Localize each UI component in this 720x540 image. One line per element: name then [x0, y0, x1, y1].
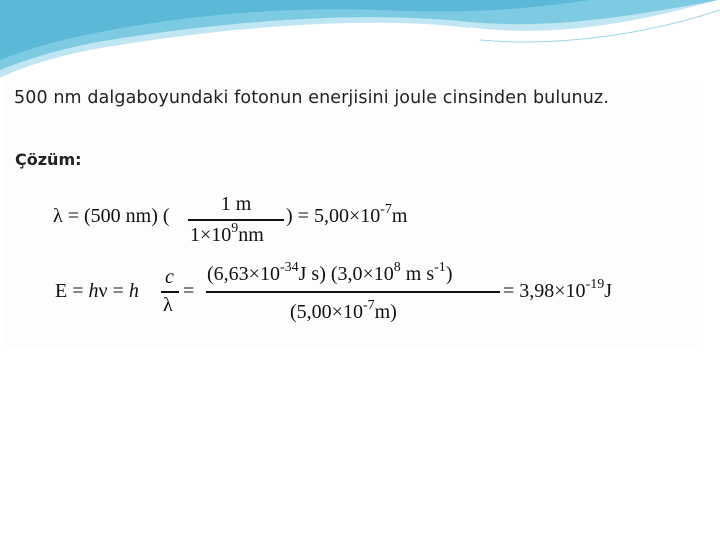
eq2-lhs: E = hν = h — [55, 280, 139, 302]
header-wave-decoration — [0, 0, 720, 90]
question-text: 500 nm dalgaboyundaki fotonun enerjisini joule cinsinden bulunuz. — [14, 88, 609, 108]
eq1-numerator: 1 m — [220, 193, 252, 215]
eq2-c-numerator: c — [165, 266, 174, 288]
eq2-c-denominator: λ — [163, 294, 173, 316]
eq2-c-fraction-bar — [161, 291, 179, 293]
eq2-numerator: ($6,63\times 10^{-34}J$ s) ($3,0\times 10^8$ m $s^{-1}$) — [207, 260, 453, 285]
eq1-denominator: $1\times 10^9nm$ — [190, 221, 264, 246]
eq1-result: ) = $5,00\times 10^{-7}m$ — [286, 202, 408, 227]
solution-heading: Çözüm: — [15, 150, 82, 169]
eq2-equals: = — [183, 280, 195, 302]
eq1-lhs: λ = (500 nm) ( — [53, 205, 170, 227]
eq2-main-fraction-bar — [206, 291, 500, 293]
eq2-result: = $3,98\times 10^{-19}J$ — [503, 277, 613, 302]
eq2-denominator: $(5,00\times 10^{-7}m)$ — [290, 298, 397, 323]
